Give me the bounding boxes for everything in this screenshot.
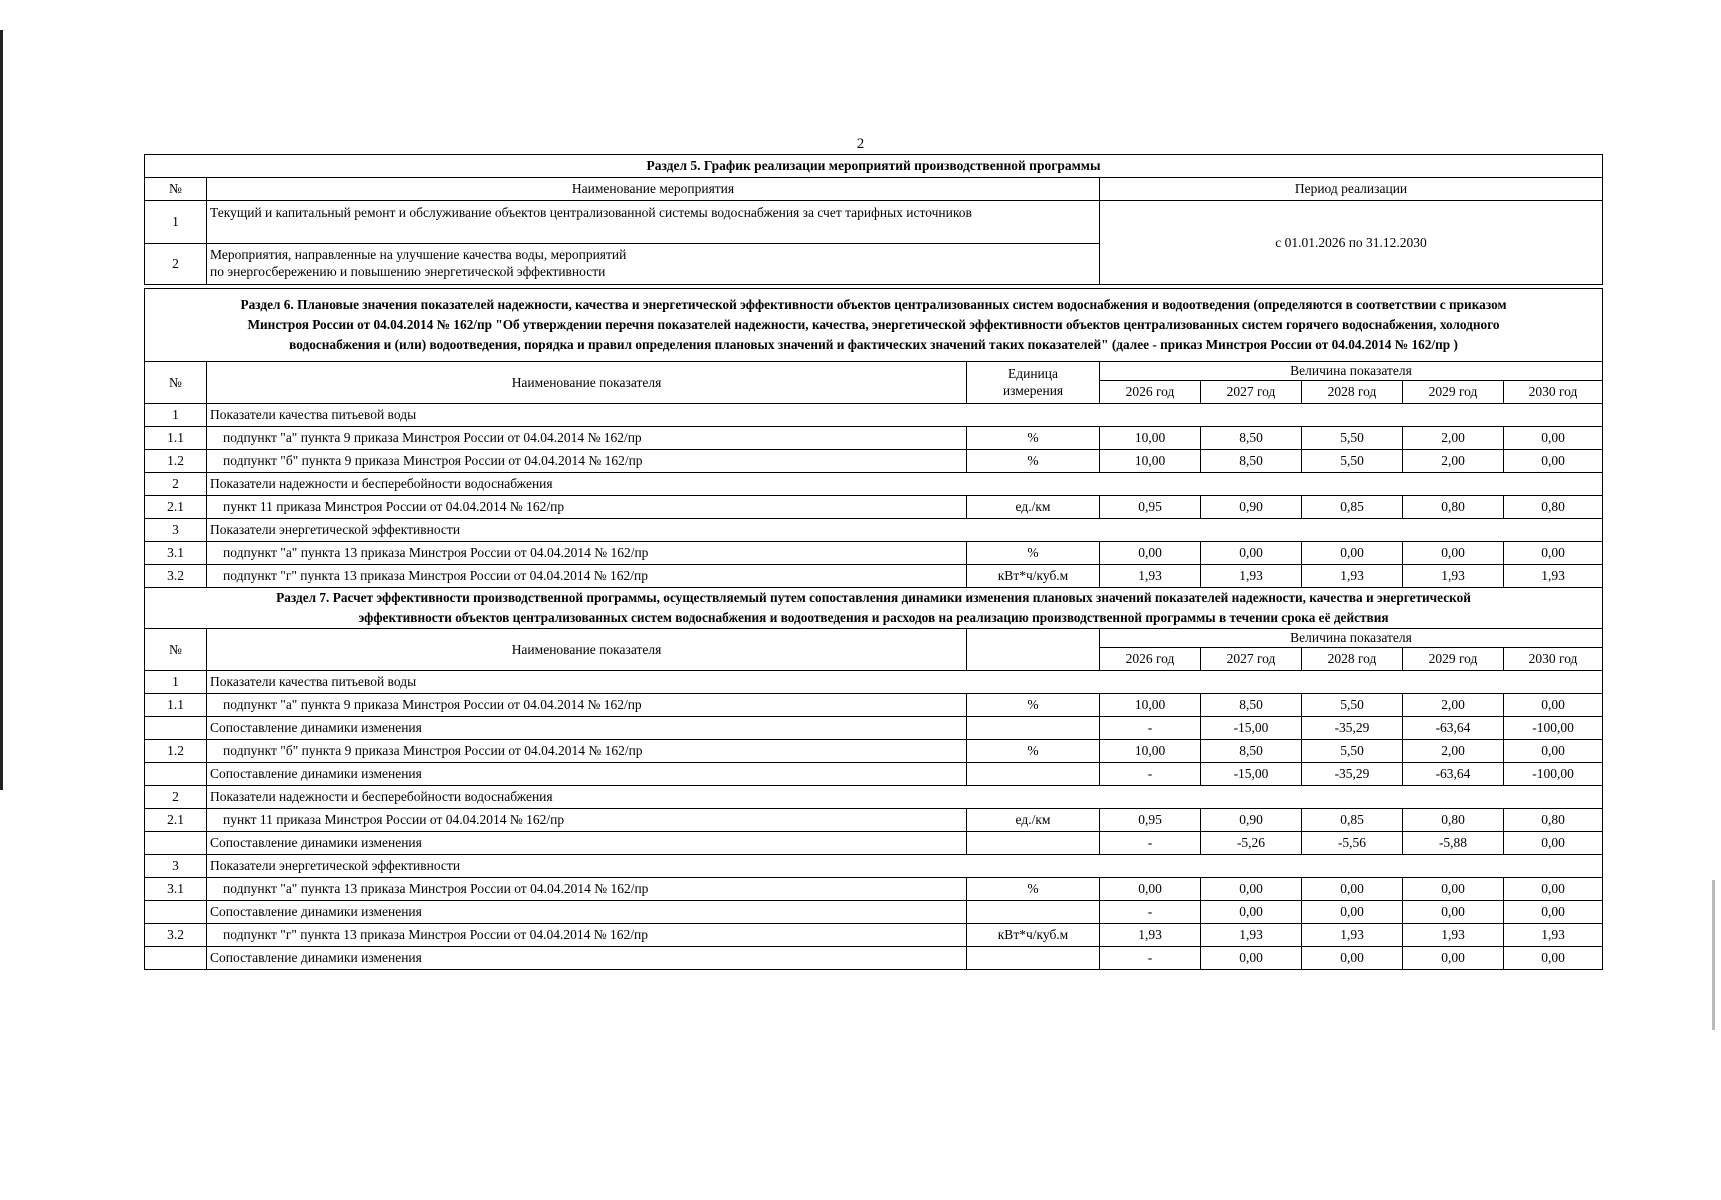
row-number: 3.1	[145, 542, 207, 565]
table-row	[145, 740, 1603, 763]
table-row	[145, 786, 1603, 809]
section6-col-no: №	[145, 362, 207, 404]
table-row	[145, 519, 1603, 542]
table-row	[145, 947, 1603, 970]
table-row	[145, 473, 1603, 496]
indicator-name: подпункт "а" пункта 9 приказа Минстроя России от 04.04.2014 № 162/пр	[207, 427, 967, 450]
section6-col-value: Величина показателя	[1100, 362, 1603, 381]
section6-col-unit-line1: Единица	[1007, 365, 1058, 381]
value-cell: 0,80	[1504, 809, 1603, 832]
table-row	[145, 763, 1603, 786]
section7-year-2028: 2028 год	[1302, 648, 1403, 671]
indicator-name: подпункт "г" пункта 13 приказа Минстроя России от 04.04.2014 № 162/пр	[207, 924, 967, 947]
value-cell: 0,00	[1504, 878, 1603, 901]
section6-title-line3: водоснабжения и (или) водоотведения, порядка и правил определения плановых значений и фактических значений таких показателей" (далее - приказ Минстроя России от 04.04.2014 № 162/пр )	[289, 337, 1458, 352]
table-row	[145, 404, 1603, 427]
indicator-name: подпункт "г" пункта 13 приказа Минстроя России от 04.04.2014 № 162/пр	[207, 565, 967, 588]
unit-cell: %	[967, 694, 1100, 717]
scan-edge-mark-right	[1712, 880, 1715, 1030]
unit-cell: кВт*ч/куб.м	[967, 565, 1100, 588]
section7-col-no: №	[145, 629, 207, 671]
section6-title-line1: Раздел 6. Плановые значения показателей надежности, качества и энергетической эффективности объектов централизованных систем водоснабжения и водоотведения (определяются в соответствии с приказом	[240, 297, 1507, 312]
section5-row2-name	[207, 244, 1100, 285]
unit-cell	[967, 763, 1100, 786]
unit-cell: %	[967, 542, 1100, 565]
value-cell: -5,88	[1403, 832, 1504, 855]
value-cell: 8,50	[1201, 694, 1302, 717]
value-cell: 0,00	[1302, 947, 1403, 970]
group-name: Показатели энергетической эффективности	[207, 855, 1603, 878]
value-cell: 0,00	[1302, 542, 1403, 565]
section6-year-2026: 2026 год	[1100, 381, 1201, 404]
section7-title-line1: Раздел 7. Расчет эффективности производственной программы, осуществляемый путем сопоставления динамики изменения плановых значений показателей надежности, качества и энергетической	[276, 590, 1471, 605]
value-cell: 0,00	[1504, 450, 1603, 473]
row-number: 1	[145, 671, 207, 694]
section7-year-2026: 2026 год	[1100, 648, 1201, 671]
row-number	[145, 947, 207, 970]
value-cell: 0,80	[1403, 496, 1504, 519]
comparison-label: Сопоставление динамики изменения	[207, 717, 967, 740]
value-cell: 0,00	[1504, 901, 1603, 924]
table-row	[145, 565, 1603, 588]
value-cell: -5,56	[1302, 832, 1403, 855]
section5-col-name: Наименование мероприятия	[207, 178, 1100, 201]
section5-row2-no: 2	[145, 244, 207, 285]
value-cell: -	[1100, 947, 1201, 970]
value-cell: 0,90	[1201, 809, 1302, 832]
unit-cell	[967, 947, 1100, 970]
value-cell: -5,26	[1201, 832, 1302, 855]
section7-col-unit	[967, 629, 1100, 671]
value-cell: -15,00	[1201, 763, 1302, 786]
row-number: 3	[145, 519, 207, 542]
indicator-name: подпункт "б" пункта 9 приказа Минстроя России от 04.04.2014 № 162/пр	[207, 740, 967, 763]
value-cell: -100,00	[1504, 717, 1603, 740]
indicator-name: пункт 11 приказа Минстроя России от 04.04.2014 № 162/пр	[207, 496, 967, 519]
value-cell: 1,93	[1403, 924, 1504, 947]
table-row	[145, 542, 1603, 565]
section7-table	[144, 587, 1603, 970]
group-name: Показатели качества питьевой воды	[207, 671, 1603, 694]
value-cell: 1,93	[1302, 924, 1403, 947]
table-row	[145, 717, 1603, 740]
group-name: Показатели качества питьевой воды	[207, 404, 1603, 427]
section6-body	[145, 404, 1603, 588]
value-cell: 0,85	[1302, 496, 1403, 519]
value-cell: -	[1100, 763, 1201, 786]
value-cell: 8,50	[1201, 740, 1302, 763]
row-number: 3.2	[145, 565, 207, 588]
section7-col-value: Величина показателя	[1100, 629, 1603, 648]
unit-cell: ед./км	[967, 496, 1100, 519]
section6-col-unit-line2: измерения	[1002, 382, 1064, 398]
unit-cell: %	[967, 450, 1100, 473]
table-row	[145, 924, 1603, 947]
section5-row1-no: 1	[145, 201, 207, 244]
table-row	[145, 901, 1603, 924]
table-row	[145, 809, 1603, 832]
indicator-name: подпункт "а" пункта 9 приказа Минстроя России от 04.04.2014 № 162/пр	[207, 694, 967, 717]
section6-title-line2: Минстроя России от 04.04.2014 № 162/пр "Об утверждении перечня показателей надежности, качества, энергетической эффективности объектов централизованных систем горячего водоснабжения, холодного	[247, 317, 1500, 332]
value-cell: 0,00	[1100, 542, 1201, 565]
unit-cell	[967, 717, 1100, 740]
group-name: Показатели надежности и бесперебойности водоснабжения	[207, 473, 1603, 496]
row-number	[145, 901, 207, 924]
value-cell: -35,29	[1302, 763, 1403, 786]
section7-year-2030: 2030 год	[1504, 648, 1603, 671]
value-cell: 1,93	[1504, 565, 1603, 588]
value-cell: 1,93	[1201, 565, 1302, 588]
unit-cell: %	[967, 740, 1100, 763]
value-cell: -	[1100, 901, 1201, 924]
row-number	[145, 717, 207, 740]
row-number: 1.2	[145, 450, 207, 473]
value-cell: 10,00	[1100, 694, 1201, 717]
section6-year-2027: 2027 год	[1201, 381, 1302, 404]
section6-year-2030: 2030 год	[1504, 381, 1603, 404]
indicator-name: подпункт "а" пункта 13 приказа Минстроя России от 04.04.2014 № 162/пр	[207, 542, 967, 565]
value-cell: 0,00	[1302, 901, 1403, 924]
value-cell: 2,00	[1403, 740, 1504, 763]
section5-row2-name-line2: по энергосбережению и повышению энергетической эффективности	[210, 264, 606, 279]
unit-cell: %	[967, 878, 1100, 901]
section6-year-2029: 2029 год	[1403, 381, 1504, 404]
value-cell: 1,93	[1504, 924, 1603, 947]
value-cell: 5,50	[1302, 694, 1403, 717]
unit-cell: %	[967, 427, 1100, 450]
value-cell: 1,93	[1403, 565, 1504, 588]
section5-col-no: №	[145, 178, 207, 201]
value-cell: 0,00	[1504, 740, 1603, 763]
value-cell: 0,00	[1504, 542, 1603, 565]
section6-title	[145, 289, 1603, 362]
value-cell: 0,00	[1504, 427, 1603, 450]
value-cell: 2,00	[1403, 694, 1504, 717]
row-number	[145, 832, 207, 855]
table-row	[145, 832, 1603, 855]
unit-cell: ед./км	[967, 809, 1100, 832]
value-cell: 1,93	[1100, 924, 1201, 947]
value-cell: 0,00	[1201, 878, 1302, 901]
value-cell: -63,64	[1403, 717, 1504, 740]
value-cell: -	[1100, 832, 1201, 855]
value-cell: 0,00	[1403, 901, 1504, 924]
value-cell: 1,93	[1201, 924, 1302, 947]
section5-row2-name-line1: Мероприятия, направленные на улучшение качества воды, мероприятий	[210, 247, 627, 263]
table-row	[145, 694, 1603, 717]
value-cell: 10,00	[1100, 427, 1201, 450]
value-cell: 5,50	[1302, 450, 1403, 473]
value-cell: 0,95	[1100, 496, 1201, 519]
value-cell: 0,00	[1504, 694, 1603, 717]
section7-col-name: Наименование показателя	[207, 629, 967, 671]
value-cell: -35,29	[1302, 717, 1403, 740]
comparison-label: Сопоставление динамики изменения	[207, 832, 967, 855]
value-cell: 0,80	[1504, 496, 1603, 519]
unit-cell	[967, 901, 1100, 924]
row-number: 2.1	[145, 496, 207, 519]
row-number: 1.2	[145, 740, 207, 763]
value-cell: 0,00	[1100, 878, 1201, 901]
section7-year-2029: 2029 год	[1403, 648, 1504, 671]
row-number: 1	[145, 404, 207, 427]
value-cell: 0,85	[1302, 809, 1403, 832]
table-row	[145, 671, 1603, 694]
value-cell: 1,93	[1302, 565, 1403, 588]
comparison-label: Сопоставление динамики изменения	[207, 947, 967, 970]
table-row	[145, 878, 1603, 901]
value-cell: 10,00	[1100, 450, 1201, 473]
value-cell: 0,00	[1403, 542, 1504, 565]
value-cell: 1,93	[1100, 565, 1201, 588]
value-cell: 0,80	[1403, 809, 1504, 832]
value-cell: 8,50	[1201, 427, 1302, 450]
table-row	[145, 496, 1603, 519]
row-number: 2.1	[145, 809, 207, 832]
value-cell: 2,00	[1403, 450, 1504, 473]
value-cell: -100,00	[1504, 763, 1603, 786]
comparison-label: Сопоставление динамики изменения	[207, 763, 967, 786]
section6-col-name: Наименование показателя	[207, 362, 967, 404]
table-row	[145, 855, 1603, 878]
section7-title-line2: эффективности объектов централизованных систем водоснабжения и водоотведения и расходов на реализацию производственной программы в течении срока её действия	[358, 610, 1389, 625]
value-cell: -63,64	[1403, 763, 1504, 786]
table-row	[145, 450, 1603, 473]
value-cell: 0,00	[1201, 542, 1302, 565]
value-cell: 0,95	[1100, 809, 1201, 832]
value-cell: 0,00	[1201, 901, 1302, 924]
table-row	[145, 427, 1603, 450]
value-cell: 0,00	[1403, 947, 1504, 970]
row-number	[145, 763, 207, 786]
value-cell: 0,00	[1201, 947, 1302, 970]
value-cell: 0,00	[1302, 878, 1403, 901]
section6-col-unit	[967, 362, 1100, 404]
value-cell: 10,00	[1100, 740, 1201, 763]
row-number: 3.2	[145, 924, 207, 947]
value-cell: 5,50	[1302, 740, 1403, 763]
section6-table	[144, 288, 1603, 588]
section5-table	[144, 154, 1603, 285]
row-number: 3	[145, 855, 207, 878]
section7-title	[145, 588, 1603, 629]
value-cell: 0,00	[1504, 832, 1603, 855]
row-number: 1.1	[145, 427, 207, 450]
indicator-name: подпункт "б" пункта 9 приказа Минстроя России от 04.04.2014 № 162/пр	[207, 450, 967, 473]
unit-cell	[967, 832, 1100, 855]
value-cell: 0,00	[1504, 947, 1603, 970]
section6-year-2028: 2028 год	[1302, 381, 1403, 404]
section5-period: с 01.01.2026 по 31.12.2030	[1100, 201, 1603, 285]
value-cell: 0,90	[1201, 496, 1302, 519]
comparison-label: Сопоставление динамики изменения	[207, 901, 967, 924]
group-name: Показатели энергетической эффективности	[207, 519, 1603, 542]
row-number: 2	[145, 786, 207, 809]
value-cell: 2,00	[1403, 427, 1504, 450]
section7-year-2027: 2027 год	[1201, 648, 1302, 671]
section5-title: Раздел 5. График реализации мероприятий производственной программы	[145, 155, 1603, 178]
section7-body	[145, 671, 1603, 970]
indicator-name: подпункт "а" пункта 13 приказа Минстроя России от 04.04.2014 № 162/пр	[207, 878, 967, 901]
value-cell: -	[1100, 717, 1201, 740]
unit-cell: кВт*ч/куб.м	[967, 924, 1100, 947]
value-cell: 0,00	[1403, 878, 1504, 901]
indicator-name: пункт 11 приказа Минстроя России от 04.04.2014 № 162/пр	[207, 809, 967, 832]
group-name: Показатели надежности и бесперебойности водоснабжения	[207, 786, 1603, 809]
value-cell: 5,50	[1302, 427, 1403, 450]
value-cell: -15,00	[1201, 717, 1302, 740]
page-number: 2	[856, 136, 865, 152]
section5-row1-name: Текущий и капитальный ремонт и обслуживание объектов централизованной системы водоснабжения за счет тарифных источников	[207, 201, 1100, 244]
row-number: 2	[145, 473, 207, 496]
section5-col-period: Период реализации	[1100, 178, 1603, 201]
row-number: 3.1	[145, 878, 207, 901]
value-cell: 8,50	[1201, 450, 1302, 473]
row-number: 1.1	[145, 694, 207, 717]
